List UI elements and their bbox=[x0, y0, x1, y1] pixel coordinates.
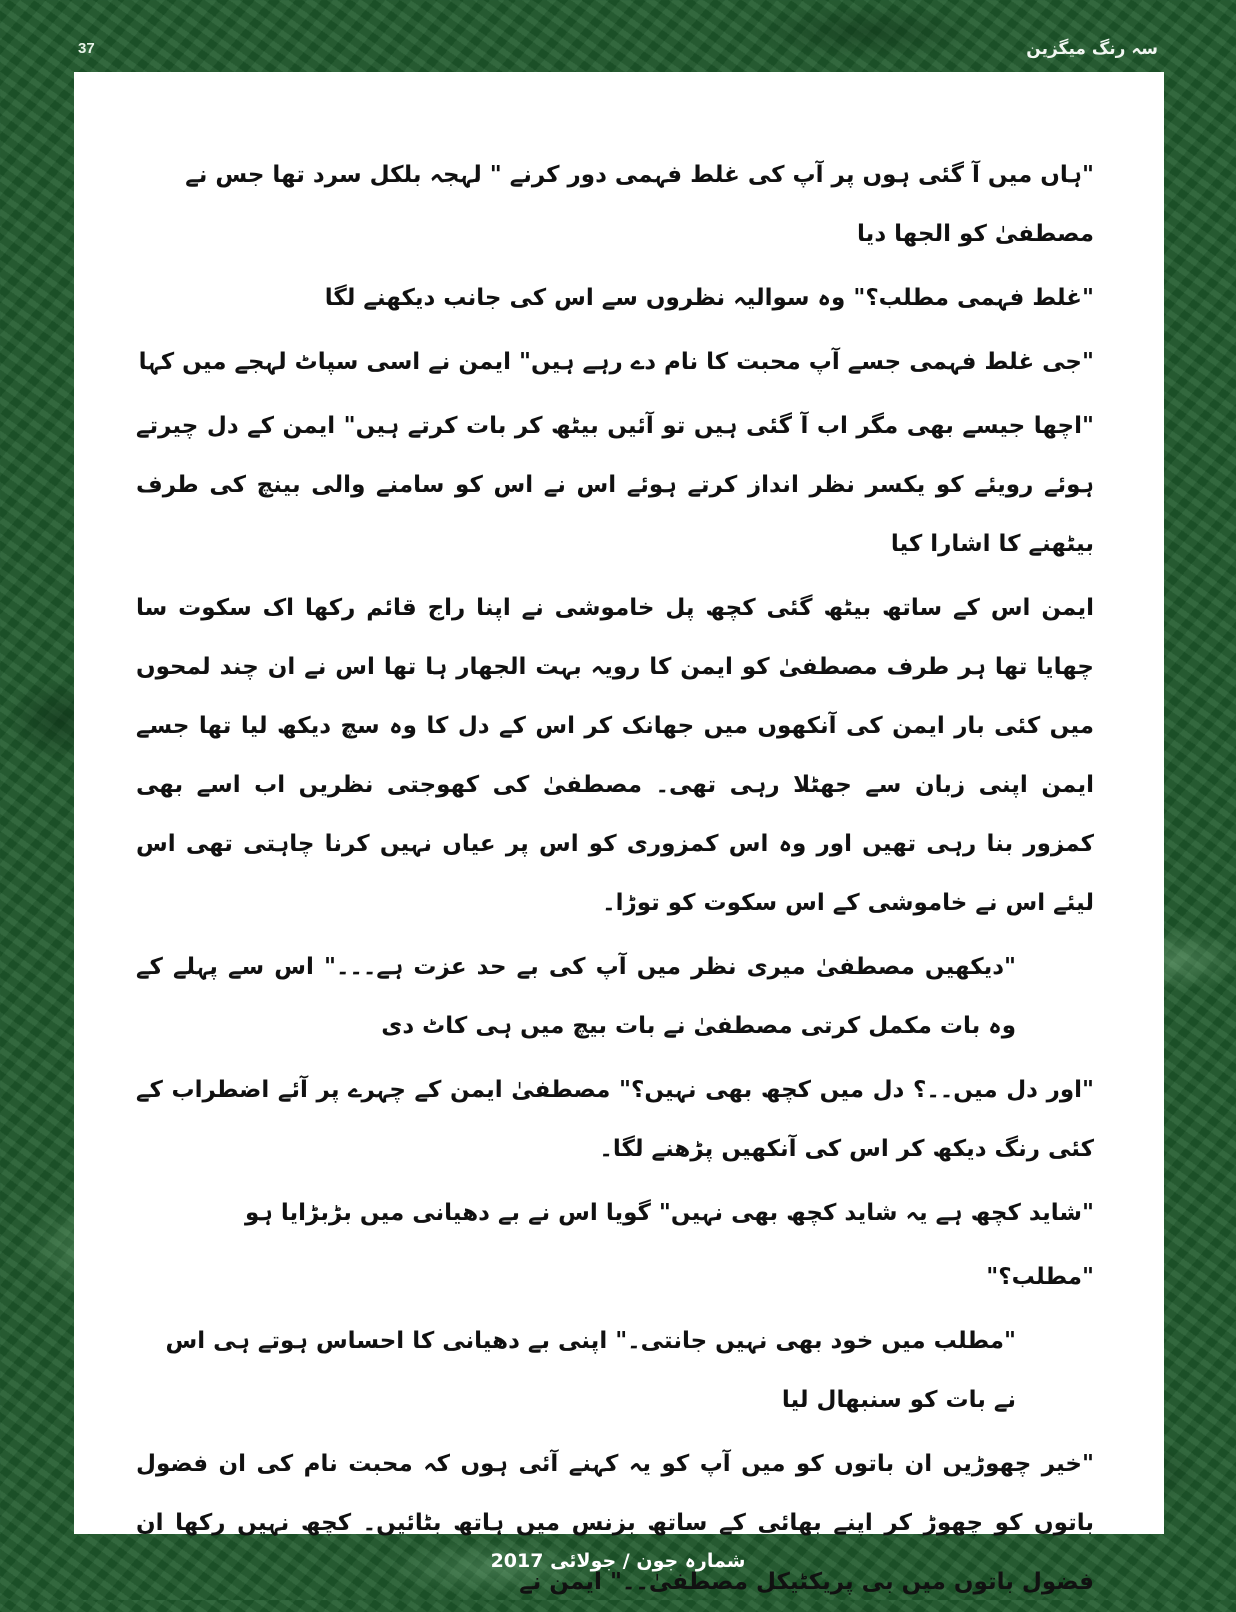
paragraph-1: "ہاں میں آ گئی ہوں پر آپ کی غلط فہمی دور کرنے " لہجہ بلکل سرد تھا جس نے مصطفیٰ کو الجھا دیا bbox=[185, 162, 1094, 247]
paragraph-8: "شاید کچھ ہے یہ شاید کچھ بھی نہیں" گویا اس نے بے دھیانی میں بڑبڑایا ہو bbox=[244, 1200, 1094, 1226]
paragraph-2: "غلط فہمی مطلب؟" وہ سوالیہ نظروں سے اس کی جانب دیکھنے لگا bbox=[324, 285, 1094, 311]
paragraph-6: "دیکھیں مصطفیٰ میری نظر میں آپ کی بے حد عزت ہے۔۔۔" اس سے پہلے کے وہ بات مکمل کرتی مصطفیٰ نے بات بیچ میں ہی کاٹ دی bbox=[136, 954, 1016, 1039]
issue-footer: شمارہ جون / جولائی 2017 bbox=[490, 1550, 746, 1572]
paragraph-7: "اور دل میں۔۔؟ دل میں کچھ بھی نہیں؟" مصطفیٰ ایمن کے چہرے پر آئے اضطراب کے کئی رنگ دیکھ کر اس کی آنکھیں پڑھنے لگا۔ bbox=[136, 1077, 1094, 1162]
page-number: 37 bbox=[78, 40, 95, 57]
paragraph-3: "جی غلط فہمی جسے آپ محبت کا نام دے رہے ہیں" ایمن نے اسی سپاٹ لہجے میں کہا bbox=[138, 349, 1094, 375]
paragraph-4: "اچھا جیسے بھی مگر اب آ گئی ہیں تو آئیں بیٹھ کر بات کرتے ہیں" ایمن کے دل چیرتے ہوئے رویئے کو یکسر نظر انداز کرتے ہوئے اس نے اس کو سامنے والی بینچ کی طرف بیٹھنے کا اشارا کیا bbox=[136, 413, 1094, 557]
paragraph-9: "مطلب؟" bbox=[986, 1264, 1094, 1290]
magazine-name: سہ رنگ میگزین bbox=[1026, 39, 1158, 59]
paragraph-10: "مطلب میں خود بھی نہیں جانتی۔" اپنی بے دھیانی کا احساس ہوتے ہی اس نے بات کو سنبھال لیا bbox=[165, 1328, 1016, 1413]
paragraph-11: "خیر چھوڑیں ان باتوں کو میں آپ کو یہ کہنے آئی ہوں کہ محبت نام کی ان فضول باتوں کو چھوڑ کر اپنے بھائی کے ساتھ بزنس میں ہاتھ بٹائیں۔ کچھ نہیں رکھا ان فضول باتوں میں بی پریکٹیکل مصطفیٰ۔۔" ایمن نے bbox=[136, 1451, 1094, 1595]
paragraph-5: ایمن اس کے ساتھ بیٹھ گئی کچھ پل خاموشی نے اپنا راج قائم رکھا اک سکوت سا چھایا تھا ہر طرف مصطفیٰ کو ایمن کا رویہ بہت الجھار ہا تھا اس نے ان چند لمحوں میں کئی بار ایمن کی آنکھوں میں جھانک کر اس کے دل کا وہ سچ دیکھ لیا تھا جسے ایمن اپنی زبان سے جھٹلا رہی تھی۔ مصطفیٰ کی کھوجتی نظریں اب اسے بھی کمزور بنا رہی تھیں اور وہ اس کمزوری کو اس پر عیاں نہیں کرنا چاہتی تھی اس لیئے اس نے خاموشی کے اس سکوت کو توڑا۔ bbox=[136, 595, 1094, 916]
